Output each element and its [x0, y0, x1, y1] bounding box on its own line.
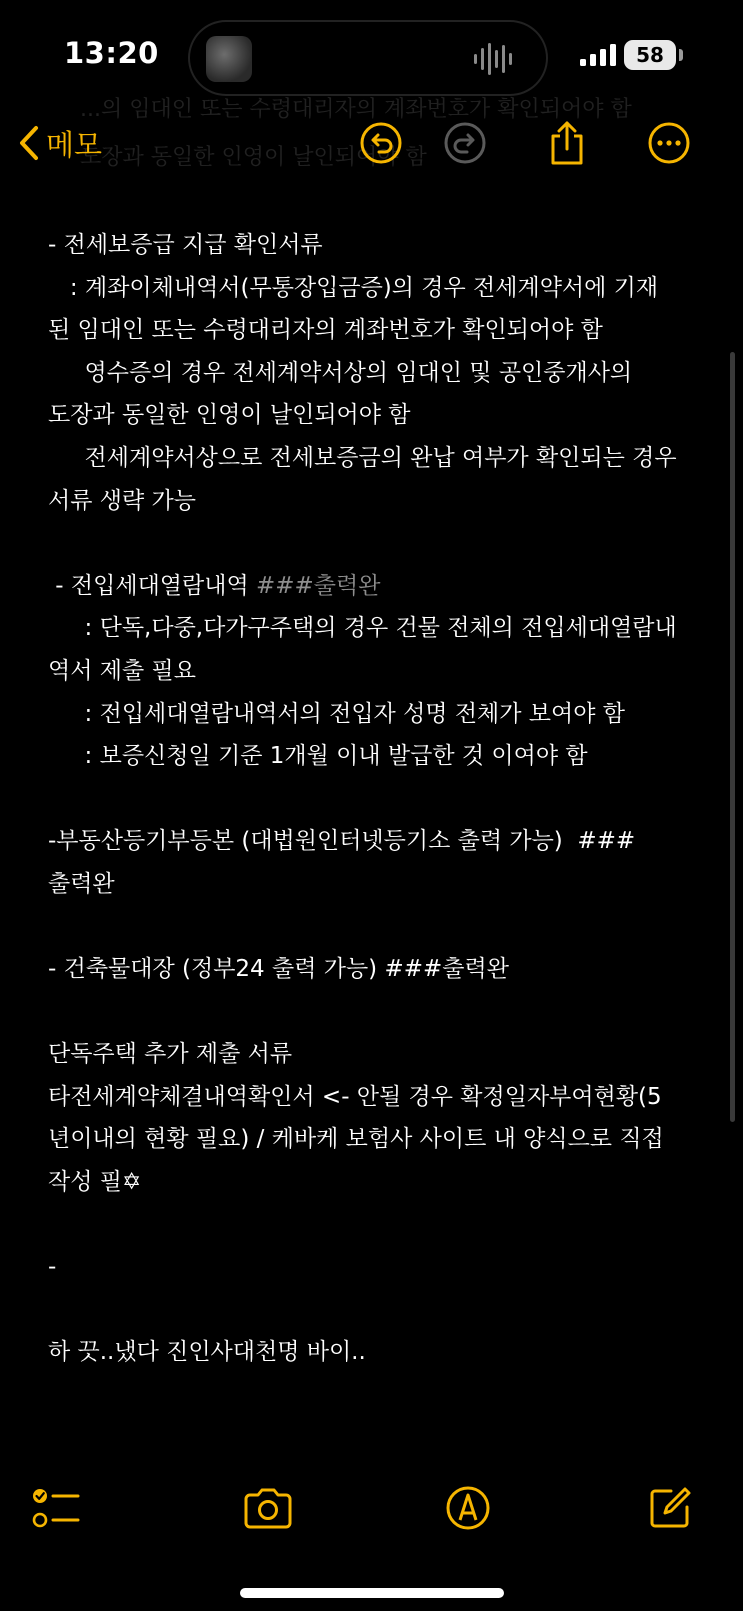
note-line [48, 1118, 708, 1161]
note-line [48, 565, 708, 608]
back-button[interactable] [18, 118, 102, 168]
note-line [48, 1204, 708, 1247]
more-icon [647, 121, 691, 165]
compose-icon [647, 1485, 693, 1531]
note-line [48, 394, 708, 437]
note-line-text: 역서 제출 필요 [48, 657, 196, 684]
note-line-text: 전세계약서상으로 전세보증금의 완납 여부가 확인되는 경우 [48, 444, 677, 471]
note-line-text: : 계좌이체내역서(무통장입금증)의 경우 전세계약서에 기재 [48, 274, 659, 301]
note-line [48, 1161, 708, 1204]
camera-button[interactable] [240, 1480, 296, 1536]
note-line-text: : 전입세대열람내역서의 전입자 성명 전체가 보여야 함 [48, 700, 625, 727]
note-line-text: 서류 생략 가능 [48, 487, 196, 514]
note-line-text: 출력완 [48, 870, 115, 897]
note-line [48, 778, 708, 821]
chevron-left-icon [18, 125, 40, 161]
note-line-text: 된 임대인 또는 수령대리자의 계좌번호가 확인되어야 함 [48, 317, 603, 344]
dynamic-island[interactable] [188, 20, 548, 96]
note-line [48, 480, 708, 523]
note-line [48, 1033, 708, 1076]
markup-button[interactable] [440, 1480, 496, 1536]
note-line [48, 522, 708, 565]
checklist-button[interactable] [28, 1480, 84, 1536]
note-line [48, 1076, 708, 1119]
note-line [48, 693, 708, 736]
now-playing-artwork-icon [206, 36, 252, 82]
camera-icon [242, 1487, 294, 1529]
redo-icon [443, 121, 487, 165]
share-icon [547, 120, 587, 166]
note-line [48, 607, 708, 650]
note-line-text: -부동산등기부등본 (대법원인터넷등기소 출력 가능) ### [48, 828, 636, 855]
battery-tip [679, 49, 683, 61]
scrolled-text-ghost: 도장과 동일한 인영이 날인되어야 함 [80, 145, 427, 170]
note-line-text: - 건축물대장 (정부24 출력 가능) ###출력완 [48, 956, 509, 983]
note-line-text: 타전세계약체결내역확인서 <- 안될 경우 확정일자부여현황(5 [48, 1083, 662, 1110]
note-line [48, 863, 708, 906]
note-line-text: : 단독,다중,다가구주택의 경우 건물 전체의 전입세대열람내 [48, 615, 677, 642]
note-line [48, 352, 708, 395]
undo-icon [359, 121, 403, 165]
note-line-text: 년이내의 현황 필요) / 케바케 보험사 사이트 내 양식으로 직접 [48, 1126, 664, 1153]
redo-button[interactable] [440, 118, 490, 168]
checklist-icon [30, 1485, 82, 1531]
note-line [48, 1331, 708, 1374]
note-line [48, 267, 708, 310]
note-line [48, 650, 708, 693]
note-line [48, 1289, 708, 1332]
more-button[interactable] [644, 118, 694, 168]
markup-icon [445, 1485, 491, 1531]
note-line [48, 991, 708, 1034]
note-line [48, 1246, 708, 1289]
note-line-text: 하 끗..냈다 진인사대천명 바이.. [48, 1339, 366, 1366]
audio-waveform-icon [472, 40, 518, 78]
note-line [48, 735, 708, 778]
note-line-tag: ###출력완 [255, 572, 381, 599]
note-line [48, 820, 708, 863]
note-line-text: - [48, 1254, 57, 1281]
note-line-text: 도장과 동일한 인영이 날인되어야 함 [48, 402, 411, 429]
share-button[interactable] [542, 118, 592, 168]
note-line-text: 영수증의 경우 전세계약서상의 임대인 및 공인중개사의 [48, 359, 633, 386]
compose-button[interactable] [642, 1480, 698, 1536]
note-line [48, 906, 708, 949]
note-line [48, 224, 708, 267]
scrolled-text-ghost: ...의 임대인 또는 수령대리자의 계좌번호가 확인되어야 함 [80, 97, 632, 122]
note-line [48, 309, 708, 352]
note-line-text: - 전입세대열람내역 [48, 572, 256, 599]
note-line [48, 437, 708, 480]
nav-bar [0, 110, 743, 180]
undo-button[interactable] [356, 118, 406, 168]
note-body[interactable] [48, 224, 708, 1374]
cellular-signal-icon [580, 44, 616, 66]
note-line-text: - 전세보증급 지급 확인서류 [48, 232, 323, 258]
note-line-text: : 보증신청일 기준 1개월 이내 발급한 것 이여야 함 [48, 743, 588, 770]
back-label: 메모 [46, 127, 103, 162]
status-time: 13:20 [64, 36, 159, 70]
note-line [48, 948, 708, 991]
note-line-text: 단독주택 추가 제출 서류 [48, 1041, 293, 1068]
battery-icon: 58 [624, 40, 676, 70]
scrollbar[interactable] [730, 352, 735, 1122]
home-indicator[interactable] [240, 1588, 504, 1598]
note-line-text: 작성 필✡ [48, 1169, 142, 1196]
